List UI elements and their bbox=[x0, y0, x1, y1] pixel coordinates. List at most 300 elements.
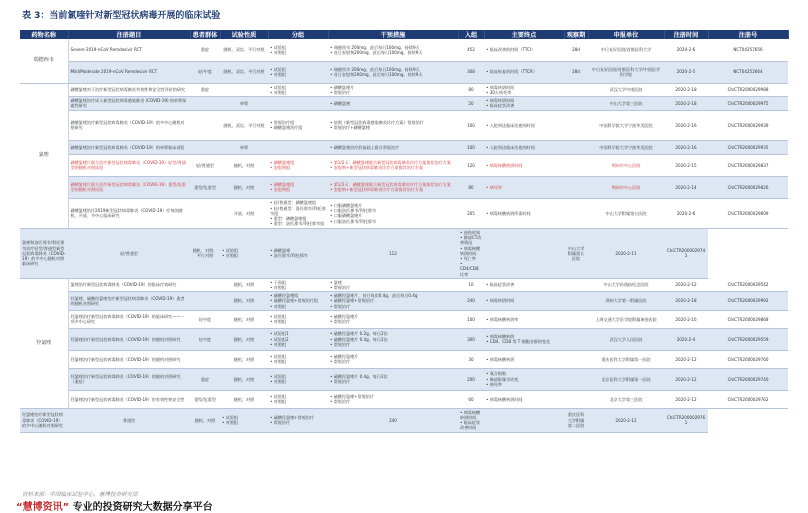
patient-group: 重型/危重型 bbox=[190, 176, 220, 198]
trial-intervention bbox=[328, 328, 458, 350]
primary-endpoint bbox=[484, 310, 564, 328]
brand-slogan: 专业的投资研究大数据分享平台 bbox=[69, 502, 213, 513]
trial-intervention bbox=[328, 96, 458, 110]
patient-group: 普通型 bbox=[68, 408, 190, 432]
sponsor: 中山大学附属第五医院 bbox=[588, 198, 664, 228]
primary-endpoint-item: • 病毒转阴时间 bbox=[486, 98, 562, 103]
primary-endpoint-item: • 入院到达临床治愈的时间 bbox=[486, 145, 562, 150]
sponsor: 中国科学院大学宁波华美医院 bbox=[588, 110, 664, 140]
registration-number: ChiCTR2000029826 bbox=[708, 176, 788, 198]
trial-nature: 随机、双盲、平行对照 bbox=[220, 61, 268, 83]
primary-endpoint-item: • 病毒核酸转阴时间 bbox=[460, 246, 482, 256]
column-header: 主要终点 bbox=[484, 30, 564, 39]
registration-number: ChiCTR2000029868 bbox=[708, 310, 788, 328]
trial-intervention-item: • 第1/2天：磷酸氯喹联合新型冠状病毒肺炎诊疗方案推荐治疗方案 bbox=[330, 182, 456, 187]
trial-arms-item: • 对照组 bbox=[270, 342, 326, 347]
trial-arms bbox=[268, 176, 328, 198]
trial-intervention-item: • 第1/2天：磷酸氯喹联合新型冠状病毒肺炎诊疗方案推荐治疗方案 bbox=[330, 160, 456, 165]
trial-arms-item: • 对照组 bbox=[270, 285, 326, 290]
enrollment: 10 bbox=[458, 278, 484, 291]
primary-endpoint bbox=[484, 328, 564, 350]
primary-endpoint-item: • 肺部CT改善情况 bbox=[460, 235, 482, 245]
primary-endpoint-item: • CD4、CD8 等 T 细胞亚群的变化 bbox=[486, 339, 562, 344]
enrollment: 80 bbox=[458, 83, 484, 96]
primary-endpoint bbox=[484, 390, 564, 408]
trial-intervention bbox=[328, 198, 458, 228]
observation-period bbox=[564, 110, 588, 140]
trial-arms-item: • 对照组 bbox=[222, 420, 266, 425]
trial-title: 磷酸氯喹治疗2019新型冠状病毒肺炎（COVID-19）疗效的随机、开放、多中心临床研究 bbox=[68, 198, 190, 228]
enrollment: 200 bbox=[458, 368, 484, 390]
observation-period: 28d bbox=[564, 39, 588, 61]
primary-endpoint bbox=[484, 61, 564, 83]
trial-arms-item: • 试验组 bbox=[270, 85, 326, 90]
trial-intervention-item: • 常规治疗 bbox=[330, 285, 456, 290]
trial-arms-item: • 试验组 bbox=[270, 374, 326, 379]
table-row bbox=[20, 278, 788, 291]
enrollment: 20 bbox=[458, 96, 484, 110]
trial-title: 磷酸氯喹治疗新型冠状病毒肺炎（COVID-19）的单臂临床试验 bbox=[68, 140, 190, 154]
trial-arms bbox=[268, 96, 328, 110]
primary-endpoint-item: • 临床症状改善 bbox=[486, 282, 562, 287]
enrollment: 308 bbox=[458, 61, 484, 83]
observation-period bbox=[564, 328, 588, 350]
primary-endpoint-item: • 入院到达临床治愈的时间 bbox=[486, 123, 562, 128]
trial-arms bbox=[268, 83, 328, 96]
registration-date: 2020-2-6 bbox=[664, 39, 708, 61]
trial-arms bbox=[268, 278, 328, 291]
trial-intervention-item: • 硫酸羟氯喹+常规治疗 bbox=[270, 415, 326, 420]
table-row bbox=[20, 39, 788, 61]
trial-title: 氯喹和洛匹那韦/利托那韦治疗轻型/普通型新型冠状病毒肺炎（COVID-19）的多中心随机对照临床研究 bbox=[20, 228, 68, 278]
trial-arms-item: • 磷酸氯喹治疗组 bbox=[270, 125, 326, 130]
column-header: 患者群体 bbox=[190, 30, 220, 39]
table-row bbox=[20, 61, 788, 83]
trial-arms-item: • 常规治疗组 bbox=[270, 120, 326, 125]
trial-arms-item: • 重型：磷酸氯喹组 bbox=[270, 216, 326, 221]
trial-title: Mild/Moderate 2019-nCoV Remdesivir RCT bbox=[68, 61, 190, 83]
trial-arms-item: • 对照组 bbox=[222, 253, 266, 258]
trial-arms-item: • 试验组 bbox=[222, 248, 266, 253]
registration-number: ChiCTR2000029559 bbox=[708, 328, 788, 350]
observation-period bbox=[564, 140, 588, 154]
trial-arms-item: • 试验组 bbox=[222, 415, 266, 420]
primary-endpoint bbox=[484, 39, 564, 61]
patient-group: 轻/普通型 bbox=[68, 228, 190, 278]
sponsor: 中日友好医院/首都医科大学/中国医学科学院 bbox=[588, 61, 664, 83]
column-header: 干预措施 bbox=[328, 30, 458, 39]
primary-endpoint-item: • 病毒核酸转阴率 bbox=[486, 317, 562, 322]
registration-date: 2020-2-6 bbox=[664, 198, 708, 228]
column-header: 入组 bbox=[458, 30, 484, 39]
trial-nature: 随机、对照、平行对照 bbox=[190, 228, 220, 278]
column-header: 试验性质 bbox=[220, 30, 268, 39]
trial-intervention bbox=[268, 408, 328, 432]
enrollment: 300 bbox=[458, 328, 484, 350]
sponsor: 武汉大学中南医院 bbox=[588, 83, 664, 96]
observation-period bbox=[564, 154, 588, 176]
registration-number: ChiCTR2000029609 bbox=[708, 198, 788, 228]
registration-date: 2020-2-4 bbox=[664, 328, 708, 350]
trial-intervention-item: • 口服磷酸氯喹片 bbox=[330, 203, 456, 208]
trial-arms bbox=[268, 198, 328, 228]
table-row bbox=[20, 96, 788, 110]
enrollment: 80 bbox=[458, 176, 484, 198]
column-header: 药物名称 bbox=[20, 30, 68, 39]
registration-number: ChiCTR2000029992 bbox=[708, 292, 788, 311]
enrollment: 112 bbox=[328, 228, 458, 278]
trial-intervention-item: • 硫酸羟氯喹片 bbox=[330, 354, 456, 359]
trial-title: 磷酸氯喹对于治疗新型冠状病毒肺炎有效性和安全性评价的研究 bbox=[68, 83, 190, 96]
column-header: 观察期 bbox=[564, 30, 588, 39]
brand-footer bbox=[16, 498, 213, 513]
trial-arms-item: • 对照组 bbox=[270, 50, 326, 55]
trial-arms-item: • 试验组 bbox=[270, 45, 326, 50]
registration-date: 2020-2-12 bbox=[588, 408, 664, 432]
trial-arms-item: • 对照组 bbox=[270, 399, 326, 404]
observation-period bbox=[564, 292, 588, 311]
enrollment: 30 bbox=[458, 350, 484, 368]
registration-number: ChiCTR2000029761 bbox=[664, 408, 708, 432]
trial-intervention-item: • 洛匹那韦/利托那韦 bbox=[270, 253, 326, 258]
observation-period bbox=[564, 198, 588, 228]
registration-date: 2020-2-15 bbox=[664, 154, 708, 176]
primary-endpoint bbox=[484, 278, 564, 291]
patient-group bbox=[190, 350, 220, 368]
primary-endpoint bbox=[458, 228, 484, 278]
trial-arms bbox=[268, 154, 328, 176]
trial-nature: 随机、对照 bbox=[190, 408, 220, 432]
primary-endpoint bbox=[484, 292, 564, 311]
registration-date: 2020-2-16 bbox=[664, 110, 708, 140]
table-row bbox=[20, 310, 788, 328]
trial-intervention-item: • 磷酸氯喹片 bbox=[330, 85, 456, 90]
registration-date: 2020-2-12 bbox=[664, 368, 708, 390]
trial-arms-item: • 对照组 bbox=[270, 319, 326, 324]
column-header: 申报单位 bbox=[588, 30, 664, 39]
registration-number: ChiCTR2000029762 bbox=[708, 390, 788, 408]
trial-intervention-item: • 常规治疗 bbox=[330, 90, 456, 95]
trial-arms-item: • 试验组1 bbox=[270, 331, 326, 336]
trial-nature: 随机、对照 bbox=[220, 350, 268, 368]
sponsor: 中日友好医院/首都医科大学 bbox=[588, 39, 664, 61]
primary-endpoint-item: • 病毒核酸转阴时间 bbox=[460, 410, 482, 420]
trial-arms-item: • 磷酸氯喹组 bbox=[270, 182, 326, 187]
column-header: 分组 bbox=[268, 30, 328, 39]
enrollment: 120 bbox=[458, 154, 484, 176]
trial-arms-item: • 硫酸羟氯喹组 bbox=[270, 293, 326, 298]
primary-endpoint-item: • 病毒核酸转阴时间 bbox=[486, 163, 562, 168]
column-header: 注册号 bbox=[708, 30, 788, 39]
sponsor: 上海交通大学医学院附属瑞金医院 bbox=[588, 310, 664, 328]
table-row bbox=[20, 408, 788, 432]
observation-period bbox=[564, 176, 588, 198]
primary-endpoint bbox=[484, 96, 564, 110]
sponsor: 中山大学附属第五医院 bbox=[564, 228, 588, 278]
trial-nature bbox=[220, 83, 268, 96]
observation-period bbox=[484, 408, 564, 432]
primary-endpoint-item: • 病毒核酸转阴 bbox=[486, 334, 562, 339]
trial-intervention-item: • 常规治疗 bbox=[330, 399, 456, 404]
trial-intervention bbox=[328, 110, 458, 140]
primary-endpoint-item: • 临床症状改善时间 bbox=[460, 420, 482, 430]
trial-intervention bbox=[268, 228, 328, 278]
registration-date: 2020-2-16 bbox=[664, 140, 708, 154]
trial-intervention-item: • 安慰剂+新型冠状病毒肺炎诊疗方案推荐治疗方案 bbox=[330, 187, 456, 192]
trial-arms bbox=[220, 228, 268, 278]
registration-number: ChiCTR2000029988 bbox=[708, 83, 788, 96]
sponsor: 中山大学孙逸仙纪念医院 bbox=[588, 278, 664, 291]
enrollment: 205 bbox=[458, 198, 484, 228]
table-title: 表 3：当前氯喹针对新型冠状病毒开展的临床试验 bbox=[22, 11, 221, 21]
trials-table-wrap bbox=[20, 30, 788, 433]
registration-number: NCT04257656 bbox=[708, 39, 788, 61]
primary-endpoint bbox=[484, 350, 564, 368]
table-header bbox=[20, 30, 788, 39]
trial-intervention-item: • 安慰剂+新型冠状病毒肺炎诊疗方案推荐治疗方案 bbox=[330, 165, 456, 170]
trial-nature: 随机、对照 bbox=[220, 328, 268, 350]
trial-arms bbox=[268, 350, 328, 368]
enrollment: 100 bbox=[458, 110, 484, 140]
table-row bbox=[20, 228, 788, 278]
primary-endpoint-item: • 氧合指数 bbox=[486, 371, 562, 376]
primary-endpoint bbox=[484, 110, 564, 140]
trial-intervention-item: • 磷酸氯喹 bbox=[270, 248, 326, 253]
registration-date: 2020-2-18 bbox=[664, 83, 708, 96]
registration-date: 2020-2-12 bbox=[664, 350, 708, 368]
sponsor: 武汉大学人民医院 bbox=[588, 328, 664, 350]
trial-intervention bbox=[328, 83, 458, 96]
brand-logo: 慧博资讯 bbox=[22, 502, 63, 513]
brand-quote-open: “ bbox=[16, 502, 23, 513]
drug-name: 氯喹 bbox=[20, 83, 68, 228]
primary-endpoint-item: • 退热时间 bbox=[460, 230, 482, 235]
trial-intervention-item: • 硫酸羟氯喹片 bbox=[330, 314, 456, 319]
trial-arms bbox=[220, 408, 268, 432]
trial-arms-item: • 重型：洛匹那韦/利托那韦组 bbox=[270, 221, 326, 226]
table-row bbox=[20, 292, 788, 311]
trial-intervention-item: • 首日安慰剂200mg，此后每日100mg，持续9天 bbox=[330, 50, 456, 55]
trial-intervention-item: • 常规治疗 bbox=[270, 420, 326, 425]
trial-arms bbox=[268, 310, 328, 328]
primary-endpoint bbox=[484, 154, 564, 176]
primary-endpoint-item: • 病毒转阴时间 bbox=[486, 85, 562, 90]
trial-nature: 单臂 bbox=[220, 96, 268, 110]
observation-period bbox=[564, 83, 588, 96]
registration-date: 2020-2-16 bbox=[664, 310, 708, 328]
sponsor: 中国科学院大学宁波华美医院 bbox=[588, 140, 664, 154]
trial-intervention bbox=[328, 390, 458, 408]
primary-endpoint bbox=[484, 176, 564, 198]
table-row bbox=[20, 328, 788, 350]
trial-arms-item: • 对照组 bbox=[270, 379, 326, 384]
trial-intervention-item: • 硫酸羟氯喹+常规治疗 bbox=[330, 394, 456, 399]
trial-nature: 开放、对照 bbox=[220, 198, 268, 228]
registration-date: 2020-2-18 bbox=[664, 292, 708, 311]
trial-arms-item: • 安慰剂组 bbox=[270, 187, 326, 192]
registration-date: 2020-2-12 bbox=[664, 390, 708, 408]
trial-intervention bbox=[328, 140, 458, 154]
registration-date: 2020-2-14 bbox=[664, 176, 708, 198]
observation-period: 28d bbox=[564, 61, 588, 83]
trial-intervention-item: • 口服磷酸氯喹片 bbox=[330, 213, 456, 218]
table-row bbox=[20, 176, 788, 198]
trial-arms-item: • 对照组 bbox=[270, 90, 326, 95]
primary-endpoint-item: • 临床恢复的时间（TTCR） bbox=[486, 69, 562, 74]
trial-nature: 随机、对照 bbox=[220, 278, 268, 291]
patient-group: 重型/危重型 bbox=[190, 390, 220, 408]
trial-intervention bbox=[328, 39, 458, 61]
trial-arms bbox=[268, 140, 328, 154]
observation-period bbox=[564, 278, 588, 291]
trial-arms-item: • 轻/普通型：洛匹那韦/利托那韦组 bbox=[270, 206, 326, 216]
trial-intervention-item: • 常规治疗 bbox=[330, 342, 456, 347]
trial-title: 羟氯喹治疗新型冠状病毒肺炎（COVID-19）的随机对照研究（重症） bbox=[68, 368, 190, 390]
table-row bbox=[20, 198, 788, 228]
trial-intervention-item: • 硫酸羟氯喹片 0.4g，每日2次 bbox=[330, 374, 456, 379]
primary-endpoint bbox=[484, 83, 564, 96]
table-row bbox=[20, 350, 788, 368]
registration-number: ChiCTR2000029975 bbox=[708, 96, 788, 110]
table-row bbox=[20, 83, 788, 96]
sponsor: 重庆医科大学附属第一医院 bbox=[588, 350, 664, 368]
patient-group bbox=[190, 292, 220, 311]
trial-arms-item: • 对照组 bbox=[270, 304, 326, 309]
patient-group bbox=[190, 110, 220, 140]
registration-number: ChiCTR2000029935 bbox=[708, 140, 788, 154]
trial-nature: 随机、双盲、平行对照 bbox=[220, 39, 268, 61]
trial-arms-item: • 试验组 bbox=[270, 394, 326, 399]
trial-intervention-item: • 瑞德西韦 200mg，此后每日100mg，持续9天 bbox=[330, 45, 456, 50]
registration-date: 2020-2-11 bbox=[588, 228, 664, 278]
trial-intervention bbox=[328, 368, 458, 390]
primary-endpoint-item: • 病死率 bbox=[486, 382, 562, 387]
table-row bbox=[20, 368, 788, 390]
sponsor: 北京医科大学附属第一医院 bbox=[588, 368, 664, 390]
trial-intervention-item: • 依照《新型冠状病毒感染肺炎诊疗方案》常规治疗 bbox=[330, 120, 456, 125]
trial-title: 羟氯喹治疗新型冠状病毒肺炎（COVID-19）的随机对照研究 bbox=[68, 350, 190, 368]
trial-arms bbox=[268, 39, 328, 61]
patient-group bbox=[190, 278, 220, 291]
enrollment: 240 bbox=[458, 292, 484, 311]
trial-arms-item: • 试验组2 bbox=[270, 337, 326, 342]
patient-group: 轻/普通型 bbox=[190, 154, 220, 176]
primary-endpoint-item: • 病毒核酸转阴时间 bbox=[486, 397, 562, 402]
trial-intervention-item: • 磷酸氯喹治疗的基础上联合常规治疗 bbox=[330, 145, 456, 150]
primary-endpoint-item: • 病死率 bbox=[486, 185, 562, 190]
sponsor: 郑州大学第一附属医院 bbox=[588, 292, 664, 311]
trial-arms bbox=[268, 110, 328, 140]
trial-intervention-item: • 硫酸羟氯喹片，首日每次0.4g，此后每日0.4g bbox=[330, 293, 456, 298]
column-header: 注册时间 bbox=[664, 30, 708, 39]
table-row bbox=[20, 140, 788, 154]
drug-name: 羟氯喹 bbox=[20, 278, 68, 408]
trial-intervention-item: • 常规治疗 bbox=[330, 359, 456, 364]
trial-arms-item: • 对照组 bbox=[270, 72, 326, 77]
sponsor: 北京大学第三医院 bbox=[588, 390, 664, 408]
trial-nature: 随机、对照 bbox=[220, 390, 268, 408]
enrollment: 100 bbox=[458, 140, 484, 154]
enrollment: 240 bbox=[328, 408, 458, 432]
sponsor: 中山大学第三医院 bbox=[588, 96, 664, 110]
trial-intervention-item: • 氯喹 bbox=[330, 280, 456, 285]
primary-endpoint bbox=[484, 198, 564, 228]
primary-endpoint-item: • 肺部影像学改变 bbox=[486, 377, 562, 382]
trial-intervention-item: • 口服洛匹那韦/利托那韦 bbox=[330, 219, 456, 224]
observation-period bbox=[564, 96, 588, 110]
trial-intervention-item: • 常规治疗+磷酸氯喹 bbox=[330, 125, 456, 130]
trial-arms-item: • 干预组 bbox=[270, 280, 326, 285]
registration-number: ChiCTR2000029740 bbox=[708, 368, 788, 390]
trial-title: 氯喹治疗新型冠状病毒肺炎（COVID-19）的临床疗效研究 bbox=[68, 278, 190, 291]
trial-intervention-item: • 常规治疗 bbox=[330, 379, 456, 384]
trial-arms-item: • 硫酸羟氯喹+常规治疗组 bbox=[270, 298, 326, 303]
patient-group: 重症 bbox=[190, 368, 220, 390]
patient-group: 重症 bbox=[190, 39, 220, 61]
trial-intervention-item: • 常规治疗 bbox=[330, 319, 456, 324]
patient-group bbox=[190, 198, 220, 228]
sponsor: 重庆医科大学附属第二医院 bbox=[564, 408, 588, 432]
trial-nature: 随机、对照 bbox=[220, 310, 268, 328]
trial-title: 磷酸氯喹治疗新型冠状病毒肺炎（COVID-19）的多中心随机对照研究 bbox=[68, 110, 190, 140]
trial-arms bbox=[268, 61, 328, 83]
trial-intervention-item: • 硫酸羟氯喹片 0.2g，每日2次 bbox=[330, 331, 456, 336]
trial-intervention bbox=[328, 278, 458, 291]
enrollment: 100 bbox=[458, 310, 484, 328]
trial-title: 羟氯喹治疗新型冠状病毒肺炎（COVID-19）的随机对照研究 bbox=[68, 328, 190, 350]
trial-intervention-item: • 口服洛匹那韦/利托那韦 bbox=[330, 208, 456, 213]
sponsor: 荆州市中心医院 bbox=[588, 176, 664, 198]
source-note: 资料来源：中国临床试验中心，惠博投资研究部 bbox=[22, 492, 138, 498]
table-body bbox=[20, 39, 788, 432]
column-header: 注册题目 bbox=[68, 30, 190, 39]
trial-intervention-item: • 硫酸羟氯喹片 0.4g，每日2次 bbox=[330, 337, 456, 342]
trial-intervention bbox=[328, 292, 458, 311]
table-row bbox=[20, 154, 788, 176]
observation-period bbox=[564, 310, 588, 328]
registration-number: ChiCTR2000029542 bbox=[708, 278, 788, 291]
trial-arms-item: • 试验组 bbox=[270, 67, 326, 72]
patient-group: 轻中度 bbox=[190, 310, 220, 328]
primary-endpoint bbox=[484, 368, 564, 390]
registration-date: 2020-2-12 bbox=[664, 278, 708, 291]
trial-nature: 随机、对照 bbox=[220, 176, 268, 198]
trial-nature: 随机、双盲、平行对照 bbox=[220, 110, 268, 140]
trial-title: 羟氯喹、硫酸羟氯喹治疗新型冠状病毒肺炎（COVID-19）患者的随机对照研究 bbox=[68, 292, 190, 311]
trial-title: 羟氯喹治疗新型冠状病毒肺炎（COVID-19）的临床研究——一项多中心研究 bbox=[68, 310, 190, 328]
trial-arms bbox=[268, 390, 328, 408]
enrollment: 452 bbox=[458, 39, 484, 61]
trial-nature: 随机、对照 bbox=[220, 292, 268, 311]
trial-intervention bbox=[328, 310, 458, 328]
primary-endpoint-item: • 病毒转阴时间 bbox=[486, 298, 562, 303]
trial-intervention bbox=[328, 61, 458, 83]
primary-endpoint bbox=[484, 140, 564, 154]
trial-arms-item: • 轻/普通型：磷酸氯喹组 bbox=[270, 200, 326, 205]
observation-period bbox=[564, 350, 588, 368]
registration-date: 2020-2-18 bbox=[664, 96, 708, 110]
trial-arms-item: • 安慰剂组 bbox=[270, 165, 326, 170]
sponsor: 荆州市中心医院 bbox=[588, 154, 664, 176]
trial-intervention-item: • 瑞德西韦 200mg，此后每日100mg，持续9天 bbox=[330, 67, 456, 72]
registration-number: NCT04252664 bbox=[708, 61, 788, 83]
trial-intervention bbox=[328, 350, 458, 368]
drug-name: 瑞德西韦 bbox=[20, 39, 68, 83]
trial-arms-item: • 试验组 bbox=[270, 354, 326, 359]
enrollment: 60 bbox=[458, 390, 484, 408]
trial-arms bbox=[268, 328, 328, 350]
registration-number: ChiCTR2000029939 bbox=[708, 110, 788, 140]
